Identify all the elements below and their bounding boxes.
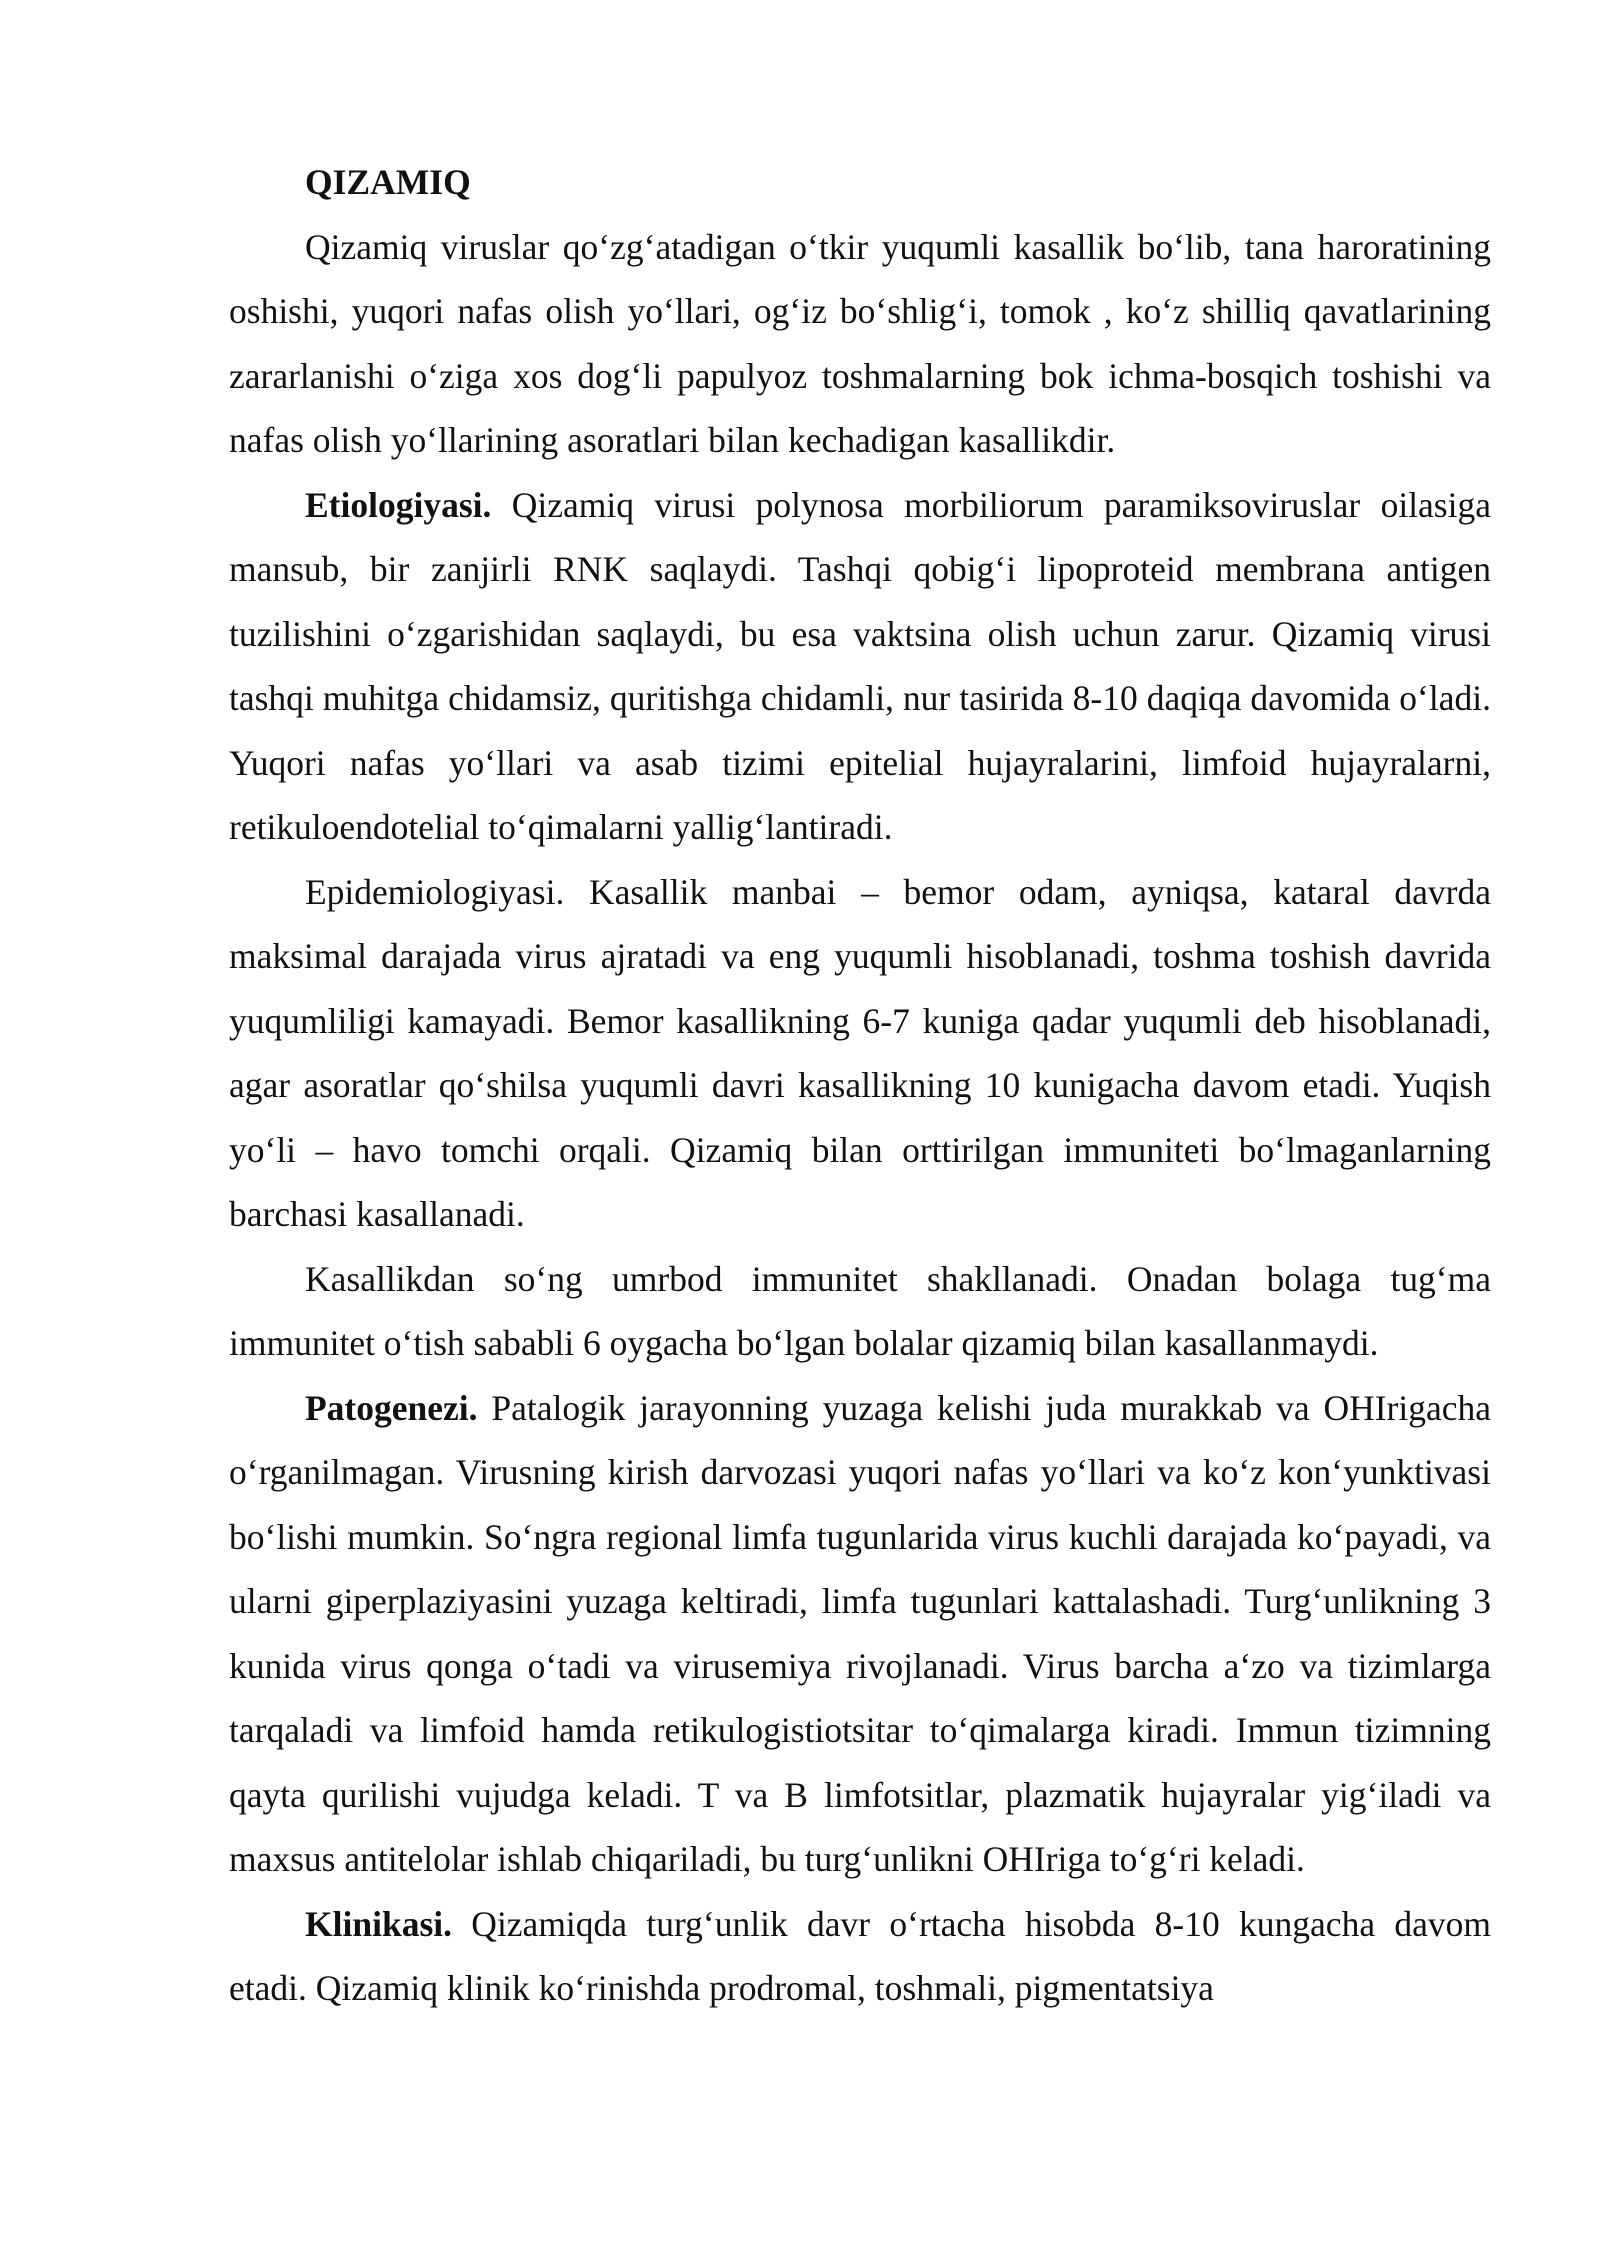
paragraph-intro bbox=[229, 215, 1491, 473]
paragraph-epidemiology bbox=[229, 860, 1491, 1247]
paragraph-etiology bbox=[229, 473, 1491, 860]
paragraph-immunity bbox=[229, 1247, 1491, 1376]
paragraph-heading: Etiologiyasi. bbox=[305, 484, 492, 525]
paragraph-pathogenesis bbox=[229, 1376, 1491, 1892]
paragraph-text: Epidemiologiyasi. Kasallik manbai – bemor odam, ayniqsa, kataral davrda maksimal darajada virus ajratadi va eng yuqumli hisoblanadi, toshma toshish davrida yuqumliligi kamayadi. Bemor kasallikning 6-7 kuniga qadar yuqumli deb hisoblanadi, agar asoratlar qo‘shilsa yuqumli davri kasallikning 10 kunigacha davom etadi. Yuqish yo‘li – havo tomchi orqali. Qizamiq bilan orttirilgan immuniteti bo‘lmaganlarning barchasi kasallanadi. bbox=[229, 871, 1491, 1234]
document-title: QIZAMIQ bbox=[305, 162, 471, 202]
paragraph-heading: Patogenezi. bbox=[305, 1387, 478, 1428]
paragraph-text: Kasallikdan so‘ng umrbod immunitet shakllanadi. Onadan bolaga tug‘ma immunitet o‘tish sababli 6 oygacha bo‘lgan bolalar qizamiq bilan kasallanmaydi. bbox=[229, 1258, 1491, 1363]
document-body bbox=[229, 150, 1491, 2021]
paragraph-text: Qizamiq virusi polynosa morbiliorum paramiksoviruslar oilasiga mansub, bir zanjirli RNK saqlaydi. Tashqi qobig‘i lipoproteid membrana antigen tuzilishini o‘zgarishidan saqlaydi, bu esa vaktsina olish uchun zarur. Qizamiq virusi tashqi muhitga chidamsiz, quritishga chidamli, nur tasirida 8-10 daqiqa davomida o‘ladi. Yuqori nafas yo‘llari va asab tizimi epitelial hujayralarini, limfoid hujayralarni, retikuloendotelial to‘qimalarni yallig‘lantiradi. bbox=[229, 484, 1491, 847]
paragraph-text: Qizamiq viruslar qo‘zg‘atadigan o‘tkir yuqumli kasallik bo‘lib, tana haroratining oshishi, yuqori nafas olish yo‘llari, og‘iz bo‘shlig‘i, tomok , ko‘z shilliq qavatlarining zararlanishi o‘ziga xos dog‘li papulyoz toshmalarning bok ichma-bosqich toshishi va nafas olish yo‘llarining asoratlari bilan kechadigan kasallikdir. bbox=[229, 226, 1491, 460]
paragraph-heading: Klinikasi. bbox=[305, 1903, 452, 1944]
paragraph-clinic bbox=[229, 1892, 1491, 2021]
paragraph-text: Patalogik jarayonning yuzaga kelishi juda murakkab va OHIrigacha o‘rganilmagan. Virusning kirish darvozasi yuqori nafas yo‘llari va ko‘z kon‘yunktivasi bo‘lishi mumkin. So‘ngra regional limfa tugunlarida virus kuchli darajada ko‘payadi, va ularni giperplaziyasini yuzaga keltiradi, limfa tugunlari kattalashadi. Turg‘unlikning 3 kunida virus qonga o‘tadi va virusemiya rivojlanadi. Virus barcha a‘zo va tizimlarga tarqaladi va limfoid hamda retikulogistiotsitar to‘qimalarga kiradi. Immun tizimning qayta qurilishi vujudga keladi. T va B limfotsitlar, plazmatik hujayralar yig‘iladi va maxsus antitelolar ishlab chiqariladi, bu turg‘unlikni OHIriga to‘g‘ri keladi. bbox=[229, 1387, 1491, 1879]
paragraph-text: Qizamiqda turg‘unlik davr o‘rtacha hisobda 8-10 kungacha davom etadi. Qizamiq klinik ko‘rinishda prodromal, toshmali, pigmentatsiya bbox=[229, 1903, 1491, 2008]
